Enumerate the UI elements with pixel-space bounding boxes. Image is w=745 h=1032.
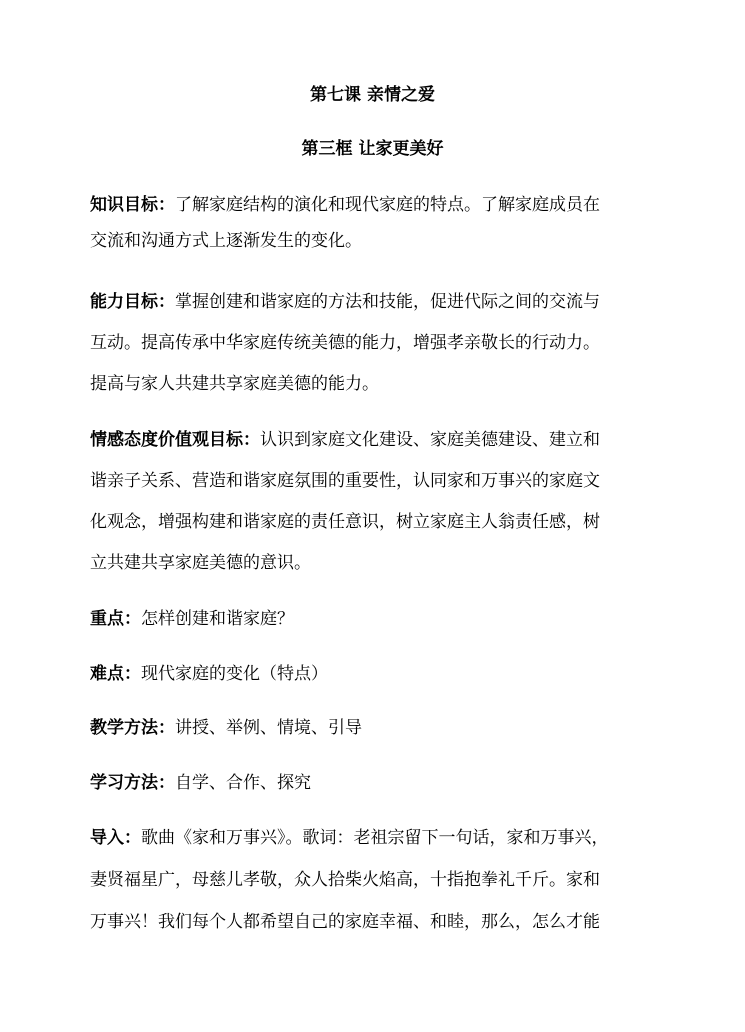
ability-goal-line-2: 互动。提高传承中华家庭传统美德的能力，增强孝亲敬长的行动力。	[90, 333, 600, 353]
learning-method-line	[90, 771, 311, 795]
intro-line-1	[90, 826, 609, 850]
knowledge-goal-label: 知识目标：	[90, 195, 175, 215]
section-title: 第三框 让家更美好	[301, 139, 444, 159]
knowledge-goal-text-1: 了解家庭结构的演化和现代家庭的特点。了解家庭成员在	[175, 195, 600, 215]
intro-label: 导入：	[90, 828, 141, 848]
learning-method-text: 自学、合作、探究	[175, 773, 311, 793]
difficulty-label: 难点：	[90, 664, 141, 684]
ability-goal-label: 能力目标：	[90, 292, 175, 312]
teaching-method-label: 教学方法：	[90, 718, 175, 738]
key-point-label: 重点：	[90, 609, 141, 629]
ability-goal-line-3: 提高与家人共建共享家庭美德的能力。	[90, 374, 379, 394]
difficulty-text: 现代家庭的变化（特点）	[141, 664, 328, 684]
intro-line-3: 万事兴！我们每个人都希望自己的家庭幸福、和睦，那么，怎么才能	[90, 912, 600, 932]
lesson-title: 第七课 亲情之爱	[310, 85, 435, 105]
ability-goal-line-1	[90, 290, 600, 314]
teaching-method-text: 讲授、举例、情境、引导	[175, 718, 362, 738]
key-point-text: 怎样创建和谐家庭？	[141, 609, 294, 629]
intro-text-1: 歌曲《家和万事兴》。歌词：老祖宗留下一句话，家和万事兴，	[141, 828, 609, 848]
emotion-goal-line-2: 谐亲子关系、营造和谐家庭氛围的重要性，认同家和万事兴的家庭文	[90, 471, 600, 491]
emotion-goal-line-4: 立共建共享家庭美德的意识。	[90, 553, 311, 573]
knowledge-goal-line-2: 交流和沟通方式上逐渐发生的变化。	[90, 231, 362, 251]
emotion-goal-line-3: 化观念，增强构建和谐家庭的责任意识，树立家庭主人翁责任感，树	[90, 512, 600, 532]
ability-goal-text-1: 掌握创建和谐家庭的方法和技能，促进代际之间的交流与	[175, 292, 600, 312]
intro-line-2: 妻贤福星广，母慈儿孝敬，众人拾柴火焰高，十指抱拳礼千斤。家和	[90, 870, 600, 890]
emotion-goal-label: 情感态度价值观目标：	[90, 430, 260, 450]
key-point-line	[90, 607, 294, 631]
difficulty-line	[90, 662, 328, 686]
emotion-goal-text-1: 认识到家庭文化建设、家庭美德建设、建立和	[260, 430, 600, 450]
emotion-goal-line-1	[90, 428, 600, 452]
teaching-method-line	[90, 716, 362, 740]
knowledge-goal-line-1	[90, 193, 600, 217]
learning-method-label: 学习方法：	[90, 773, 175, 793]
